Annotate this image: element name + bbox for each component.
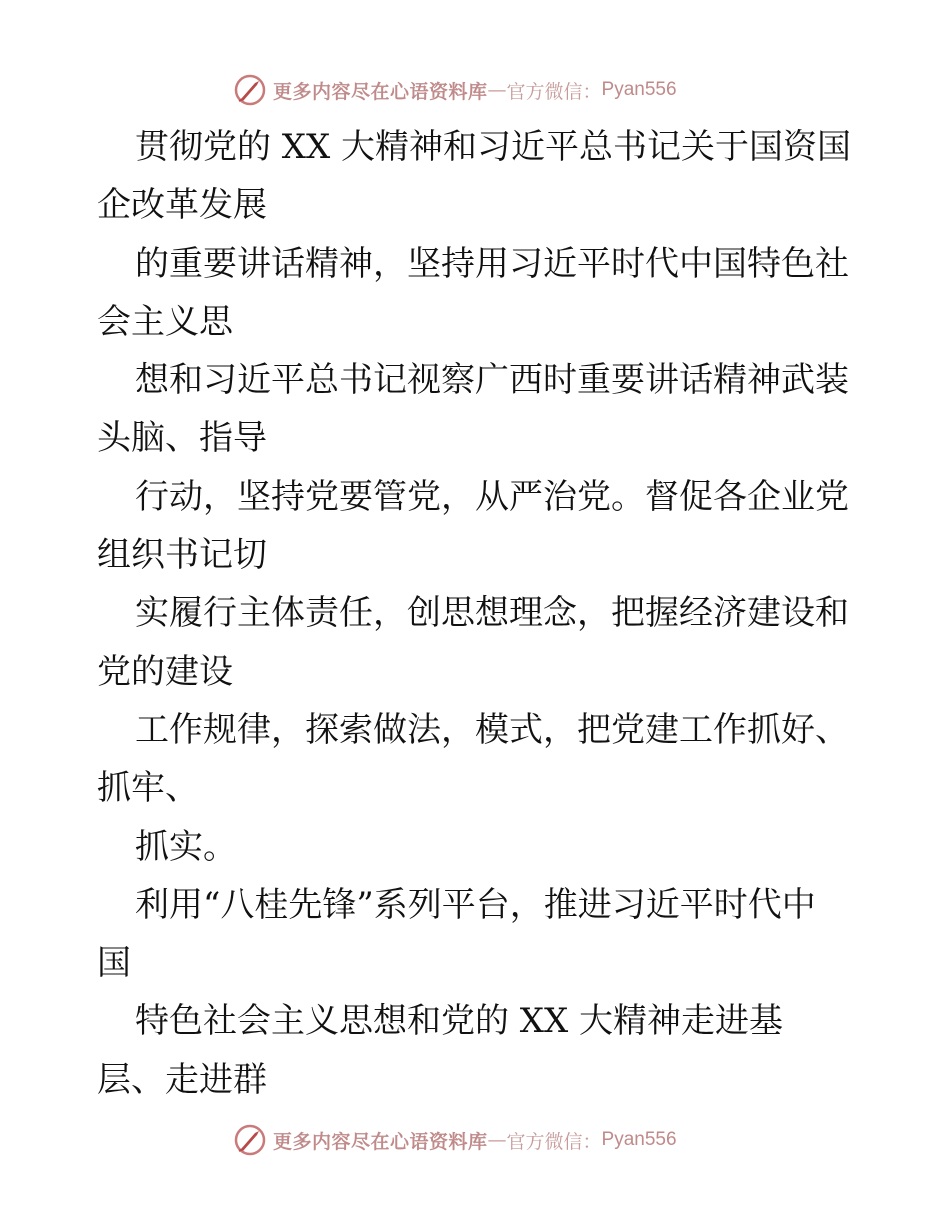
text-line: 的重要讲话精神，坚持用习近平时代中国特色社	[135, 243, 849, 284]
watermark-dash: —	[487, 79, 507, 101]
text-line: 工作规律，探索做法，模式，把党建工作抓好、	[135, 709, 849, 750]
text-line: 想和习近平总书记视察广西时重要讲话精神武装	[135, 360, 849, 401]
watermark-wechat-id: Pyan556	[601, 1129, 677, 1150]
watermark-label: 官方微信：	[506, 1130, 602, 1153]
text-line: 国	[97, 943, 131, 984]
text-line: 组织书记切	[97, 535, 267, 576]
text-line: 企改革发展	[97, 185, 267, 226]
text-line: 特色社会主义思想和党的 XX 大精神走进基	[135, 1001, 784, 1042]
text-line: 实履行主体责任，创思想理念，把握经济建设和	[135, 593, 849, 634]
footer-watermark	[233, 1122, 677, 1158]
watermark-label: 官方微信：	[506, 80, 602, 103]
watermark-dash: —	[487, 1129, 507, 1151]
quill-pen-circle-icon	[233, 1123, 267, 1157]
text-line: 抓实。	[135, 826, 237, 867]
text-line: 层、走进群	[97, 1059, 267, 1100]
text-line: 利用“八桂先锋”系列平台，推进习近平时代中	[135, 884, 816, 925]
text-line: 会主义思	[97, 301, 233, 342]
watermark-wechat-id: Pyan556	[601, 79, 677, 100]
quill-pen-circle-icon	[233, 73, 267, 107]
text-line: 贯彻党的 XX 大精神和习近平总书记关于国资国	[135, 127, 852, 167]
text-line: 党的建设	[97, 651, 233, 692]
text-line: 行动，坚持党要管党，从严治党。督促各企业党	[135, 476, 849, 517]
watermark-brand: 更多内容尽在心语资料库	[273, 1130, 488, 1153]
watermark-brand: 更多内容尽在心语资料库	[273, 80, 488, 103]
text-line: 头脑、指导	[97, 418, 267, 459]
header-watermark	[233, 72, 677, 108]
document-body	[97, 118, 857, 1109]
text-line: 抓牢、	[97, 768, 199, 809]
